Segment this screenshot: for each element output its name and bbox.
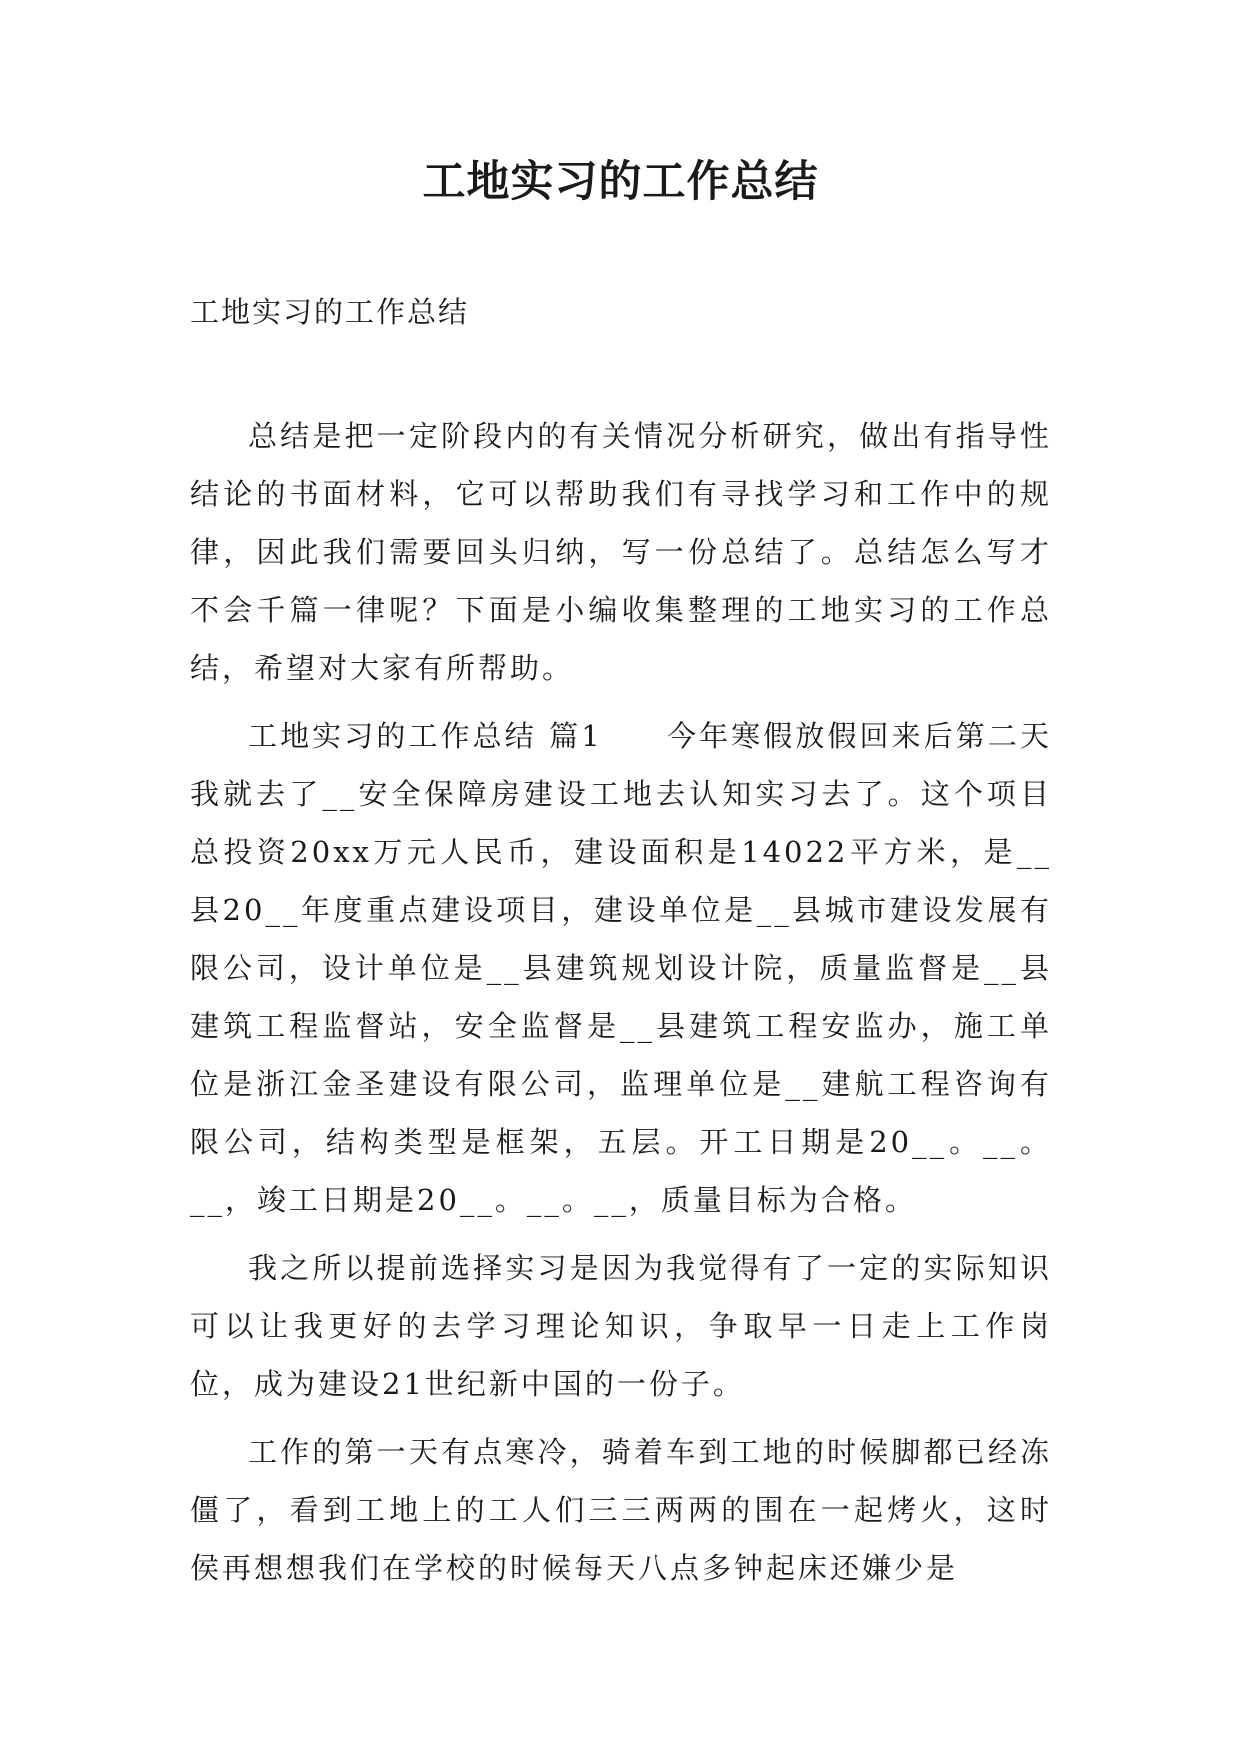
- document-subtitle: 工地实习的工作总结: [190, 295, 470, 329]
- paragraph-reason: 我之所以提前选择实习是因为我觉得有了一定的实际知识可以让我更好的去学习理论知识，争取早一日走上工作岗位，成为建设21世纪新中国的一份子。: [190, 1251, 1052, 1401]
- paragraph-intro: 总结是把一定阶段内的有关情况分析研究，做出有指导性结论的书面材料，它可以帮助我们有寻找学习和工作中的规律，因此我们需要回头归纳，写一份总结了。总结怎么写才不会千篇一律呢？下面是小编收集整理的工地实习的工作总结，希望对大家有所帮助。: [190, 419, 1052, 685]
- paragraph-article-1: 工地实习的工作总结 篇1 今年寒假放假回来后第二天我就去了__安全保障房建设工地去认知实习去了。这个项目总投资20xx万元人民币，建设面积是14022平方米，是__县20__年度重点建设项目，建设单位是__县城市建设发展有限公司，设计单位是__县建筑规划设计院，质量监督是__县建筑工程监督站，安全监督是__县建筑工程安监办，施工单位是浙江金圣建设有限公司，监理单位是__建航工程咨询有限公司，结构类型是框架，五层。开工日期是20__。__。__，竣工日期是20__。__。__，质量目标为合格。: [190, 719, 1052, 1217]
- document-title: 工地实习的工作总结: [422, 157, 819, 207]
- document-body: [190, 407, 1052, 1607]
- paragraph-first-day: 工作的第一天有点寒冷，骑着车到工地的时候脚都已经冻僵了，看到工地上的工人们三三两两的围在一起烤火，这时侯再想想我们在学校的时候每天八点多钟起床还嫌少是: [190, 1435, 1052, 1585]
